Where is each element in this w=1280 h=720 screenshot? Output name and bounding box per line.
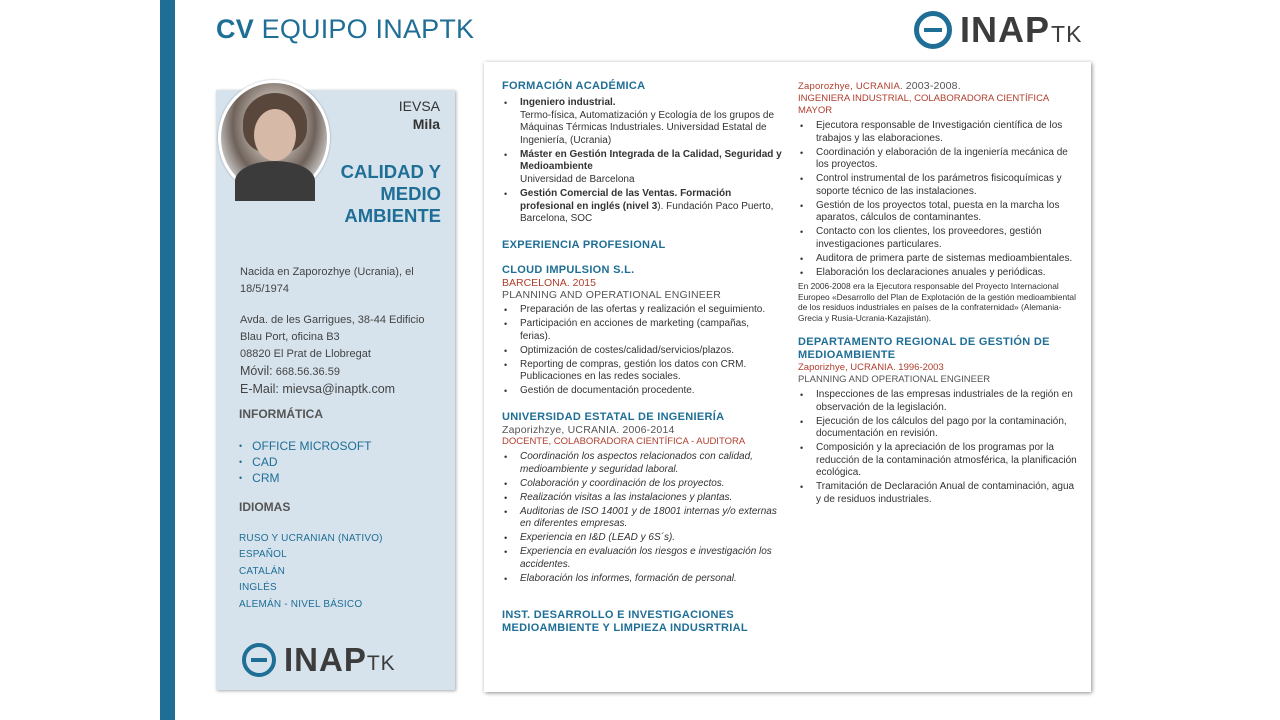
idiomas-list [239,531,383,613]
cloud-place: BARCELONA. 2015 [502,277,596,290]
list-item: • Gestión Comercial de las Ventas. Formación profesional en inglés (nivel 3). Fundación Paco Puerto, Barcelona, SOC [502,188,782,226]
uni-list [502,451,782,585]
list-item: • OFFICE MICROSOFT [239,438,371,454]
list-item: • Inspecciones de las empresas industriales de la región en observación de la legislación. [798,389,1080,414]
list-item: • Máster en Gestión Integrada de la Calidad, Seguridad y Medioambiente Universidad de Barcelona [502,149,782,187]
list-item: • Control instrumental de los parámetros fisicoquímicas y soporte técnico de las instalaciones. [798,173,1080,198]
dept-role: PLANNING AND OPERATIONAL ENGINEER [798,374,991,386]
list-item: • Reporting de compras, gestión los datos con CRM. Publicaciones en las redes sociales. [502,359,782,384]
profile-role: CALIDAD Y MEDIO AMBIENTE [340,161,441,226]
list-item: INGLÉS [239,582,277,594]
formacion-title: FORMACIÓN ACADÉMICA [502,80,646,92]
experiencia-title: EXPERIENCIA PROFESIONAL [502,239,666,252]
cv-column-left [502,80,782,635]
list-item: ALEMÁN - NIVEL BÁSICO [239,598,363,610]
informatica-title: INFORMÁTICA [239,407,323,421]
list-item: • Elaboración los informes, formación de personal. [502,573,782,586]
birth-info: Nacida en Zaporozhye (Ucrania), el 18/5/1974 [240,266,414,295]
profile-surname: IEVSA [398,98,440,114]
dept-list [798,389,1080,507]
informatica-list [239,438,371,486]
list-item: • Participación en acciones de marketing (campañas, ferias). [502,318,782,343]
cloud-list [502,304,782,398]
company-logo-top [914,9,1082,51]
list-item: • Ingeniero industrial. Termo-física, Automatización y Ecología de los grupos de Máquinas Térmicas Industriales. Universidad Estatal de Ingeniería, (Ucrania) [502,97,782,147]
list-item: • Auditorias de ISO 14001 y de 18001 internas y/o externas en diferentes empresas. [502,506,782,531]
list-item: • CRM [239,470,371,486]
list-item: CATALÁN [239,565,286,577]
list-item: • Experiencia en evaluación los riesgos e investigación los accidentes. [502,546,782,571]
list-item: • Gestión de los proyectos total, puesta en la marcha los aparatos, cálculos de contaminantes. [798,200,1080,225]
list-item: • Ejecutora responsable de Investigación científica de los trabajos y las elaboraciones. [798,120,1080,145]
cv-column-right [798,80,1080,508]
project-note: En 2006-2008 era la Ejecutora responsable del Proyecto Internacional Europeo «Desarrollo del Plan de Explotación de la gestión medioambiental de los residuos industriales en países de la confraternidad» (Alemania-Grecia y Rusia-Ucrania-Kazajistán). [798,280,1076,324]
cloud-title: CLOUD IMPULSION S.L. [502,264,635,277]
dept-title: DEPARTAMENTO REGIONAL DE GESTIÓN DE MEDIOAMBIENTE [798,336,1050,362]
idiomas-title: IDIOMAS [239,500,291,514]
list-item: • Ejecución de los cálculos del pago por la contaminación, documentación en revisión. [798,416,1080,441]
left-accent-bar [160,0,175,720]
page-title: CV EQUIPO INAPTK [216,14,475,44]
email: E-Mail: mievsa@inaptk.com [240,382,396,396]
formacion-list [502,97,782,226]
list-item: RUSO Y UCRANIAN (NATIVO) [239,533,383,544]
inst-role: INGENIERA INDUSTRIAL, COLABORADORA CIENTÍFICA MAYOR [798,93,1049,116]
logo-word: INAP [960,9,1051,50]
list-item: • Colaboración y coordinación de los proyectos. [502,478,782,491]
list-item: • Realización visitas a las instalaciones y plantas. [502,492,782,505]
list-item: • Coordinación y elaboración de la ingeniería mecánica de los proyectos. [798,147,1080,172]
logo-ring-icon [242,643,276,677]
company-logo-bottom: INAP TK [242,641,396,679]
uni-role: DOCENTE, COLABORADORA CIENTÍFICA - AUDITORA [502,436,746,448]
list-item: • CAD [239,454,371,470]
uni-place: Zaporizhzye, UCRANIA. 2006-2014 [502,424,675,437]
inst-list [798,120,1080,279]
list-item: • Auditora de primera parte de sistemas medioambientales. [798,253,1080,266]
logo-suffix: TK [1051,20,1083,47]
list-item: • Preparación de las ofertas y realización el seguimiento. [502,304,782,317]
inst-title: INST. DESARROLLO E INVESTIGACIONES MEDIOAMBIENTE Y LIMPIEZA INDUSRTRIAL [502,608,748,634]
profile-first-name: Mila [412,116,440,132]
list-item: • Experiencia en I&D (LEAD y 6S´s). [502,532,782,545]
address-block: Avda. de les Garrigues, 38-44 Edificio Blau Port, oficina B3 08820 El Prat de Llobregat Móvil: 668.56.36.59 E-Mail: mievsa@inaptk.com [240,312,455,398]
list-item: • Gestión de documentación procedente. [502,385,782,398]
phone: Móvil: 668.56.36.59 [240,364,340,378]
list-item: • Contacto con los clientes, los proveedores, gestión investigaciones particulares. [798,226,1080,251]
list-item: • Tramitación de Declaración Anual de contaminación, agua y de residuos industriales. [798,481,1080,506]
dept-place: Zaporizhye, UCRANIA. 1996-2003 [798,362,944,374]
list-item: • Elaboración los declaraciones anuales y periódicas. [798,267,1080,280]
list-item: • Coordinación los aspectos relacionados con calidad, medioambiente y seguridad laboral. [502,451,782,476]
list-item: • Composición y la apreciación de los programas por la reducción de la contaminación atmosférica, la planificación ecológica. [798,442,1080,480]
uni-title: UNIVERSIDAD ESTATAL DE INGENIERÍA [502,411,725,424]
inst-place: Zaporozhye, UCRANIA. 2003-2008. [798,80,961,92]
list-item: • Optimización de costes/calidad/servicios/plazos. [502,345,782,358]
logo-ring-icon [914,11,952,49]
list-item: ESPAÑOL [239,549,287,561]
cloud-role: PLANNING AND OPERATIONAL ENGINEER [502,289,721,302]
